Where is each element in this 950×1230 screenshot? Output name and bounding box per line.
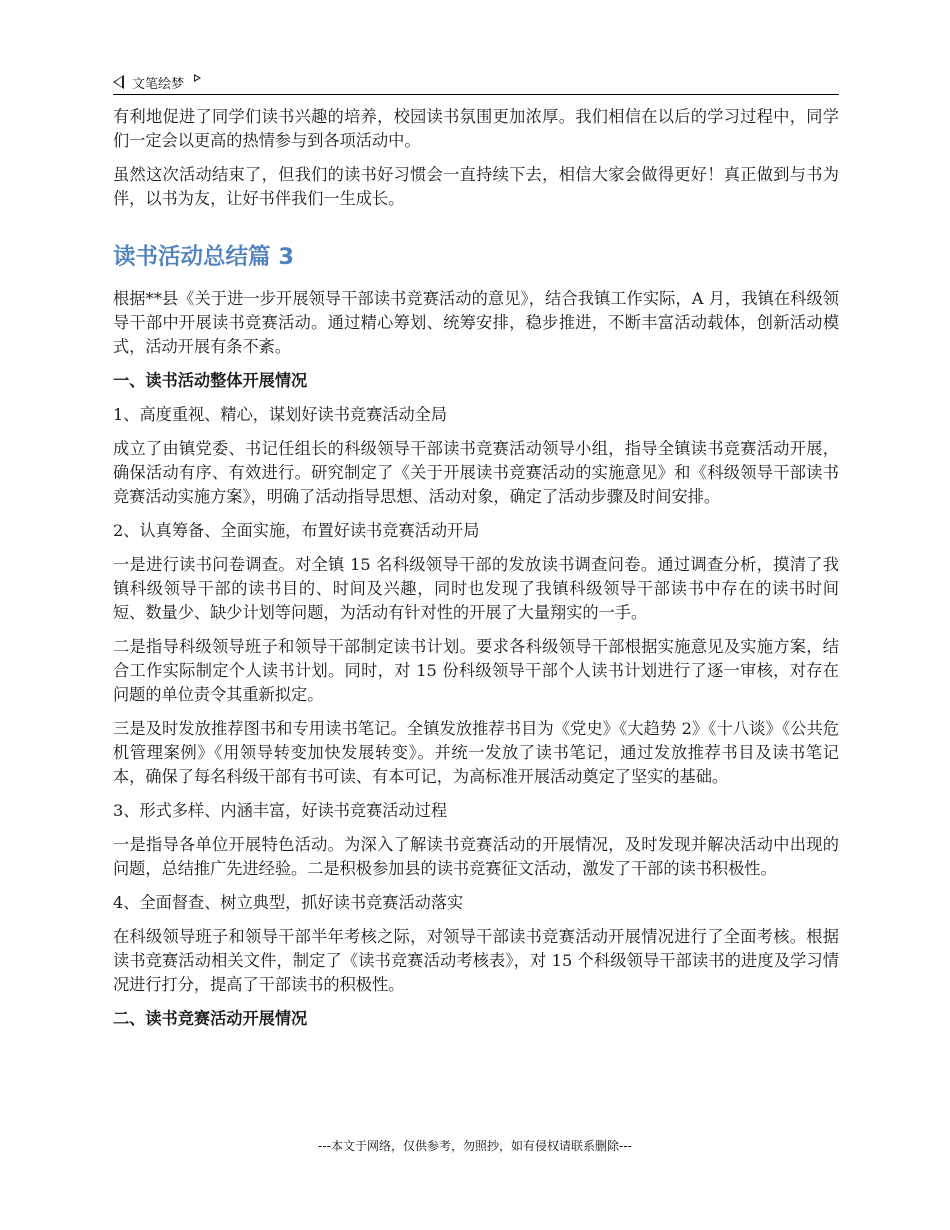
- item4-text: 在科级领导班子和领导干部半年考核之际，对领导干部读书竞赛活动开展情况进行了全面考核。根据读书竞赛活动相关文件，制定了《读书竞赛活动考核表》，对 15 个科级领导干部读书的进度及学习情况进行打分，提高了干部读书的积极性。: [113, 927, 839, 994]
- header-title: 文笔绘梦: [132, 76, 185, 92]
- forward-triangle-icon: [194, 74, 201, 82]
- part1-title: 一、读书活动整体开展情况: [113, 371, 308, 390]
- part2-title: 二、读书竞赛活动开展情况: [113, 1009, 308, 1028]
- paragraph: 有利地促进了同学们读书兴趣的培养，校园读书氛围更加浓厚。我们相信在以后的学习过程中，同学们一定会以更高的热情参与到各项活动中。: [113, 107, 839, 150]
- paragraph: 虽然这次活动结束了，但我们的读书好习惯会一直持续下去，相信大家会做得更好！真正做到与书为伴，以书为友，让好书伴我们一生成长。: [113, 165, 839, 208]
- document-page: [113, 70, 839, 1041]
- document-body: [113, 95, 839, 1031]
- item2-title: 2、认真筹备、全面实施，布置好读书竞赛活动开局: [113, 521, 480, 540]
- section-heading: 读书活动总结篇 3: [113, 244, 294, 270]
- item3-text: 一是指导各单位开展特色活动。为深入了解读书竞赛活动的开展情况，及时发现并解决活动中出现的问题，总结推广先进经验。二是积极参加县的读书竞赛征文活动，激发了干部的读书积极性。: [113, 835, 839, 878]
- item3-title: 3、形式多样、内涵丰富，好读书竞赛活动过程: [113, 801, 448, 820]
- item2-text: 二是指导科级领导班子和领导干部制定读书计划。要求各科级领导干部根据实施意见及实施方案，结合工作实际制定个人读书计划。同时，对 15 份科级领导干部个人读书计划进行了逐一审核，对存在问题的单位责令其重新拟定。: [113, 637, 839, 704]
- item1-title: 1、高度重视、精心，谋划好读书竞赛活动全局: [113, 405, 448, 424]
- page-footer: ---本文于网络，仅供参考，勿照抄，如有侵权请联系删除---: [318, 1139, 632, 1153]
- item1-text: 成立了由镇党委、书记任组长的科级领导干部读书竞赛活动领导小组，指导全镇读书竞赛活动开展，确保活动有序、有效进行。研究制定了《关于开展读书竞赛活动的实施意见》和《科级领导干部读书竞赛活动实施方案》，明确了活动指导思想、活动对象，确定了活动步骤及时间安排。: [113, 439, 839, 506]
- item2-text: 一是进行读书问卷调查。对全镇 15 名科级领导干部的发放读书调查问卷。通过调查分析，摸清了我镇科级领导干部的读书目的、时间及兴趣，同时也发现了我镇科级领导干部读书中存在的读书时间短、数量少、缺少计划等问题，为活动有针对性的开展了大量翔实的一手。: [113, 555, 839, 622]
- section-intro: 根据**县《关于进一步开展领导干部读书竞赛活动的意见》，结合我镇工作实际，A 月，我镇在科级领导干部中开展读书竞赛活动。通过精心筹划、统筹安排，稳步推进，不断丰富活动载体，创新活动模式，活动开展有条不紊。: [113, 289, 839, 356]
- item2-text: 三是及时发放推荐图书和专用读书笔记。全镇发放推荐书目为《党史》《大趋势 2》《十八谈》《公共危机管理案例》《用领导转变加快发展转变》。并统一发放了读书笔记，通过发放推荐书目及读书笔记本，确保了每名科级干部有书可读、有本可记，为高标准开展活动奠定了坚实的基础。: [113, 719, 839, 786]
- page-header: [113, 70, 839, 95]
- back-triangle-icon: [113, 75, 124, 89]
- item4-title: 4、全面督查、树立典型，抓好读书竞赛活动落实: [113, 893, 464, 912]
